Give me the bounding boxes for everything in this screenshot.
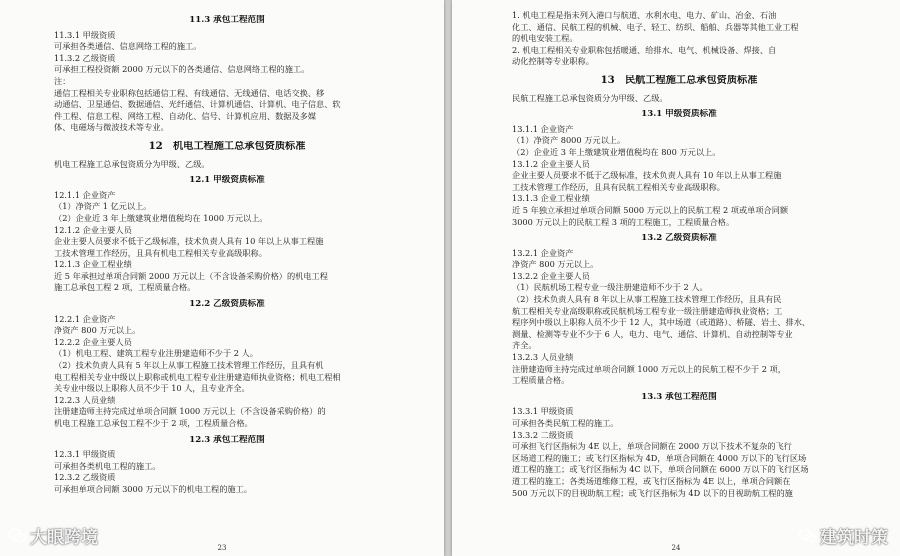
section-heading: 13.2 乙级资质标准 — [641, 233, 717, 244]
text-line: 12.1.2 企业主要人员 — [54, 224, 132, 235]
text-line: （1）净资产 8000 万元以上。 — [512, 135, 626, 146]
section-heading: 13.1 甲级资质标准 — [641, 109, 717, 120]
text-line: 注： — [54, 75, 71, 86]
text-line: 可承担各类机电工程的施工。 — [54, 460, 161, 471]
text-line: 3000 万元以上的民航工程 3 项的工程施工，工程质量合格。 — [512, 216, 735, 227]
text-line: 2. 机电工程相关专业职称包括暖通、给排水、电气、机械设备、焊接、自 — [512, 44, 777, 55]
page-number-right: 24 — [671, 544, 681, 552]
text-line: 可承担单项合同额 3000 万元以下的机电工程的施工。 — [54, 483, 252, 494]
chapter-heading: 12 机电工程施工总承包资质标准 — [148, 140, 306, 152]
text-line: 13.1.3 企业工程业绩 — [512, 193, 590, 204]
chapter-heading: 13 民航工程施工总承包资质标准 — [600, 74, 758, 86]
text-line: 化工、通信、民航工程的机械、电子、轻工、纺织、船舶、兵器等其他工业工程 — [512, 21, 799, 32]
text-line: 13.3.2 二级资质 — [512, 429, 574, 440]
text-line: 程序列中级以上职称人员不少于 12 人，其中场道（或道路）、桥隧、岩土、排水、 — [512, 317, 811, 328]
text-line: 12.2.2 企业主要人员 — [54, 336, 132, 347]
text-line: 13.2.1 企业资产 — [512, 247, 574, 258]
text-line: （2）企业近 3 年上缴建筑业增值税均在 800 万元以上。 — [512, 146, 721, 157]
text-line: 施工总承包工程 2 项，工程质量合格。 — [54, 282, 196, 293]
text-line: 道工程的施工；或飞行区指标为 4C 以下，单项合同额在 6000 万以下的飞行区场 — [512, 464, 809, 475]
section-heading: 13.3 承包工程范围 — [641, 391, 717, 402]
text-line: 13.2.3 人员业绩 — [512, 352, 574, 363]
text-line: 动通信、卫星通信、数据通信、光纤通信、计算机通信、计算机、电子信息、软 — [54, 99, 341, 110]
text-line: 区场道工程的施工；或飞行区指标为 4D，单项合同额在 4000 万以下的飞行区场 — [512, 452, 807, 463]
text-line: 13.3.1 甲级资质 — [512, 406, 574, 417]
left-document-page — [0, 0, 444, 556]
text-line: 企业主要人员要求不低于乙级标准，技术负责人具有 10 年以上从事工程施 — [512, 170, 782, 181]
text-line: （2）企业近 3 年上缴建筑业增值税均在 1000 万元以上。 — [54, 212, 268, 223]
text-line: 件工程、信息工程、网络工程、自动化、信号、计算机应用、数据及多媒 — [54, 110, 317, 121]
text-line: 企业主要人员要求不低于乙级标准，技术负责人具有 10 年以上从事工程施 — [54, 236, 324, 247]
section-heading: 11.3 承包工程范围 — [189, 15, 265, 25]
text-line: 机电工程施工总承包工程不少于 2 项，工程质量合格。 — [54, 418, 253, 428]
section-heading: 12.3 承包工程范围 — [189, 434, 265, 445]
text-line: 11.3.2 乙级资质 — [54, 52, 116, 63]
text-line: 注册建造师主持完成过单项合同额 1000 万元以上（不含设备采购价格）的 — [54, 406, 326, 417]
watermark-left — [8, 523, 98, 548]
text-line: 关专业中级以上职称人员不少于 10 人，且专业齐全。 — [54, 383, 250, 394]
text-line: 近 5 年承担过单项合同额 2000 万元以上（不含设备采购价格）的机电工程 — [54, 270, 328, 281]
watermark-text-right: 建筑时策 — [820, 528, 888, 548]
text-line: 动化控制等专业职称。 — [512, 56, 594, 67]
text-line: 可承担工程投资额 2000 万元以下的各类通信、信息网络工程的施工。 — [54, 64, 310, 75]
text-line: （1）净资产 1 亿元以上。 — [54, 201, 152, 212]
text-line: 12.3.1 甲级资质 — [54, 449, 116, 460]
text-line: 近 5 年独立承担过单项合同额 5000 万元以上的民航工程 2 项或单项合同额 — [512, 204, 789, 215]
text-line: 12.1.1 企业资产 — [54, 189, 116, 200]
text-line: 12.1.3 企业工程业绩 — [54, 259, 132, 270]
wechat-logo-icon — [798, 527, 816, 545]
text-line: 净资产 800 万元以上。 — [512, 259, 599, 270]
text-line: 电工程相关专业中级以上职称或机电工程专业注册建造师执业资格；机电工程相 — [54, 371, 341, 382]
text-line: 净资产 800 万元以上。 — [54, 325, 141, 336]
text-line: 工技术管理工作经历，且具有民航工程相关专业高级职称。 — [512, 181, 725, 192]
text-line: 工技术管理工作经历，且具有机电工程相关专业高级职称。 — [54, 247, 267, 258]
text-line: 13.2.2 企业主要人员 — [512, 270, 590, 281]
text-line: 11.3.1 甲级资质 — [54, 29, 116, 40]
wechat-logo-icon — [8, 527, 26, 545]
text-line: 500 万元以下的目视助航工程；或飞行区指标为 4D 以下的目视助航工程的施 — [512, 487, 793, 498]
text-line: 可承担飞行区指标为 4E 以上，单项合同额在 2000 万以下技术不复杂的飞行 — [512, 441, 792, 452]
right-document-page — [452, 0, 900, 556]
text-line: （2）技术负责人具有 5 年以上从事工程施工技术管理工作经历，且具有机 — [54, 360, 324, 371]
text-line: 12.3.2 乙级资质 — [54, 472, 116, 483]
text-line: 可承担各类通信、信息网络工程的施工。 — [54, 41, 202, 52]
text-line: 道工程的施工；各类场道维修工程，或飞行区指标为 4E 以上，单项合同额在 — [512, 475, 791, 486]
watermark-text-left: 大眼跨境 — [30, 528, 98, 548]
page-number-left: 23 — [217, 544, 227, 552]
text-line: 齐全。 — [512, 340, 537, 351]
right-page-content — [512, 10, 846, 499]
text-line: 的机电安装工程。 — [512, 33, 578, 44]
text-line: （1）民航机场工程专业一级注册建造师不少于 2 人。 — [512, 282, 708, 293]
text-line: 可承担各类民航工程的施工。 — [512, 418, 619, 428]
text-line: （1）机电工程、建筑工程专业注册建造师不少于 2 人。 — [54, 348, 258, 359]
section-heading: 12.2 乙级资质标准 — [189, 299, 265, 310]
text-line: （2）技术负责人具有 8 年以上从事工程施工技术管理工作经历，且具有民 — [512, 294, 782, 305]
text-line: 12.2.3 人员业绩 — [54, 394, 116, 405]
text-line: 注册建造师主持完成过单项合同额 1000 万元以上的民航工程不少于 2 项， — [512, 363, 786, 374]
text-line: 民航工程施工总承包资质分为甲级、乙级。 — [512, 92, 668, 103]
text-line: 工程质量合格。 — [512, 375, 570, 386]
text-line: 测量、检测等专业不少于 6 人，电力、电气、通信、计算机、自动控制等专业 — [512, 328, 793, 339]
text-line: 通信工程相关专业职称包括通信工程、有线通信、无线通信、电话交换、移 — [54, 87, 325, 98]
text-line: 13.1.1 企业资产 — [512, 123, 574, 134]
text-line: 体、电磁场与微波技术等专业。 — [54, 122, 169, 133]
watermark-right — [798, 523, 888, 548]
text-line: 13.1.2 企业主要人员 — [512, 158, 590, 169]
text-line: 航工程相关专业高级职称或民航机场工程专业一级注册建造师执业资格；工 — [512, 305, 783, 316]
text-line: 机电工程施工总承包资质分为甲级、乙级。 — [54, 158, 210, 169]
text-line: 1. 机电工程是指未列入港口与航道、水利水电、电力、矿山、冶金、石油 — [512, 10, 777, 20]
section-heading: 12.1 甲级资质标准 — [189, 175, 265, 186]
left-page-content — [54, 10, 400, 496]
text-line: 12.2.1 企业资产 — [54, 313, 116, 324]
